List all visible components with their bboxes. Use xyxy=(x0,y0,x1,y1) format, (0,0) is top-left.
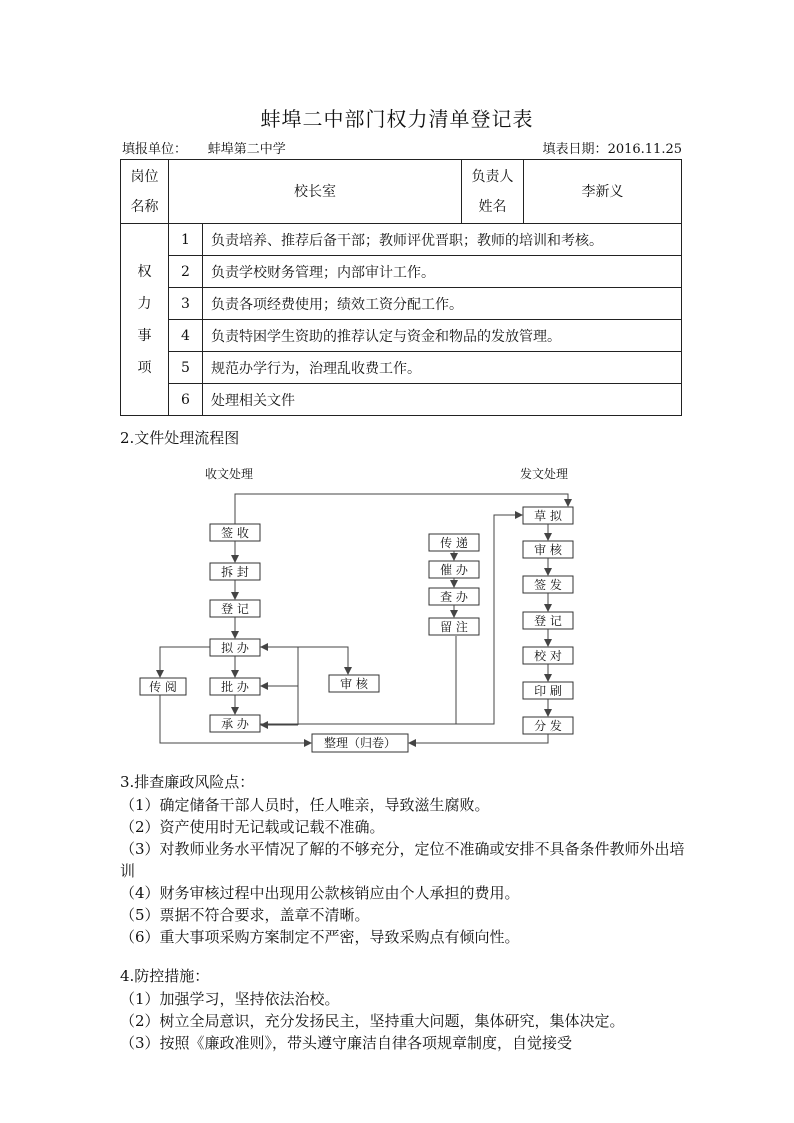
table-row xyxy=(121,256,682,288)
person-name-label xyxy=(462,160,524,224)
power-list-table xyxy=(120,159,682,416)
section-2-heading: 2.文件处理流程图 xyxy=(120,429,240,447)
recv-step xyxy=(210,678,260,695)
fill-unit-value: 蚌埠第二中学 xyxy=(207,142,286,157)
table-row xyxy=(121,288,682,320)
svg-text:签 收: 签 收 xyxy=(221,526,249,540)
post-label-line2: 名称 xyxy=(130,198,159,215)
fill-unit xyxy=(122,138,286,157)
svg-text:分 发: 分 发 xyxy=(534,719,562,733)
svg-text:草 拟: 草 拟 xyxy=(534,509,562,523)
section-4-heading: 4.防控措施： xyxy=(120,967,210,985)
item-text: 处理相关文件 xyxy=(203,384,682,416)
svg-text:拆 封: 拆 封 xyxy=(221,565,249,579)
recv-step xyxy=(210,639,260,656)
item-number: 4 xyxy=(169,320,203,352)
power-items-label xyxy=(121,224,169,416)
item-number: 6 xyxy=(169,384,203,416)
list-item: （6）重大事项采购方案制定不严密，导致采购点有倾向性。 xyxy=(120,928,520,946)
item-number: 2 xyxy=(169,256,203,288)
power-label-char: 事 xyxy=(137,327,152,344)
list-item: （2）资产使用时无记载或记载不准确。 xyxy=(120,818,385,836)
send-step xyxy=(523,647,573,664)
svg-text:登 记: 登 记 xyxy=(221,602,249,616)
mid-step xyxy=(429,588,479,605)
item-text: 规范办学行为，治理乱收费工作。 xyxy=(203,352,682,384)
fill-unit-label: 填报单位： xyxy=(122,142,188,157)
power-label-char: 权 xyxy=(137,263,152,280)
measure-list xyxy=(120,988,685,1054)
svg-text:校 对: 校 对 xyxy=(534,649,562,663)
send-step xyxy=(523,612,573,629)
svg-text:传 递: 传 递 xyxy=(440,536,468,550)
item-number: 1 xyxy=(169,224,203,256)
svg-text:签 发: 签 发 xyxy=(534,578,562,592)
post-name-label xyxy=(121,160,169,224)
list-item: （4）财务审核过程中出现用公款核销应由个人承担的费用。 xyxy=(120,884,520,902)
svg-text:承 办: 承 办 xyxy=(221,717,249,731)
power-label-char: 力 xyxy=(137,295,152,312)
mid-step xyxy=(429,561,479,578)
post-name-value: 校长室 xyxy=(169,160,462,224)
power-label-char: 项 xyxy=(137,359,152,376)
send-step xyxy=(523,717,573,734)
fill-date-label: 填表日期： xyxy=(542,142,608,157)
svg-text:查 办: 查 办 xyxy=(440,590,468,604)
svg-text:印 刷: 印 刷 xyxy=(534,684,562,698)
post-label-line1: 岗位 xyxy=(130,168,159,185)
svg-text:登 记: 登 记 xyxy=(534,614,562,628)
section-3-heading: 3.排查廉政风险点： xyxy=(120,773,255,791)
send-step xyxy=(523,541,573,558)
person-label-line1: 负责人 xyxy=(471,168,514,185)
send-title: 发文处理 xyxy=(520,467,569,481)
send-step xyxy=(523,576,573,593)
list-item: （5）票据不符合要求，盖章不清晰。 xyxy=(120,906,370,924)
table-row xyxy=(121,320,682,352)
svg-text:传 阅: 传 阅 xyxy=(149,680,177,694)
recv-step xyxy=(210,600,260,617)
item-text: 负责学校财务管理；内部审计工作。 xyxy=(203,256,682,288)
svg-text:批 办: 批 办 xyxy=(221,680,249,694)
list-item: （1）加强学习，坚持依法治校。 xyxy=(120,990,340,1008)
send-step xyxy=(523,682,573,699)
risk-list xyxy=(120,794,685,948)
list-item: （3）对教师业务水平情况了解的不够充分，定位不准确或安排不具备条件教师外出培训 xyxy=(120,840,685,880)
send-step xyxy=(523,507,573,524)
table-row xyxy=(121,384,682,416)
list-item: （1）确定储备干部人员时，任人唯亲，导致滋生腐败。 xyxy=(120,796,490,814)
item-text: 负责各项经费使用；绩效工资分配工作。 xyxy=(203,288,682,320)
svg-text:留 注: 留 注 xyxy=(440,620,468,634)
shenhe-box xyxy=(329,675,379,692)
svg-text:拟 办: 拟 办 xyxy=(221,641,249,655)
svg-text:催 办: 催 办 xyxy=(440,563,468,577)
table-row xyxy=(121,352,682,384)
item-text: 负责特困学生资助的推荐认定与资金和物品的发放管理。 xyxy=(203,320,682,352)
fill-date xyxy=(543,138,682,157)
fill-date-value: 2016.11.25 xyxy=(607,142,682,157)
archive-box xyxy=(312,734,408,752)
person-name-value: 李新义 xyxy=(524,160,682,224)
svg-text:整理（归卷）: 整理（归卷） xyxy=(323,736,397,750)
recv-step xyxy=(210,563,260,580)
recv-step xyxy=(210,715,260,732)
list-item: （3）按照《廉政准则》，带头遵守廉洁自律各项规章制度，自觉接受 xyxy=(120,1034,573,1052)
item-number: 3 xyxy=(169,288,203,320)
svg-text:审 核: 审 核 xyxy=(340,677,368,691)
recv-title: 收文处理 xyxy=(205,467,254,481)
svg-text:审 核: 审 核 xyxy=(534,543,562,557)
document-title: 蚌埠二中部门权力清单登记表 xyxy=(260,107,534,131)
document-flow-diagram xyxy=(120,464,600,758)
chuanyue-box xyxy=(140,678,186,695)
table-header-row xyxy=(121,160,682,224)
item-text: 负责培养、推荐后备干部；教师评优晋职；教师的培训和考核。 xyxy=(203,224,682,256)
person-label-line2: 姓名 xyxy=(478,198,507,215)
mid-step xyxy=(429,534,479,551)
item-number: 5 xyxy=(169,352,203,384)
mid-step xyxy=(429,618,479,635)
table-row xyxy=(121,224,682,256)
recv-step xyxy=(210,524,260,541)
list-item: （2）树立全局意识，充分发扬民主，坚持重大问题，集体研究，集体决定。 xyxy=(120,1012,625,1030)
